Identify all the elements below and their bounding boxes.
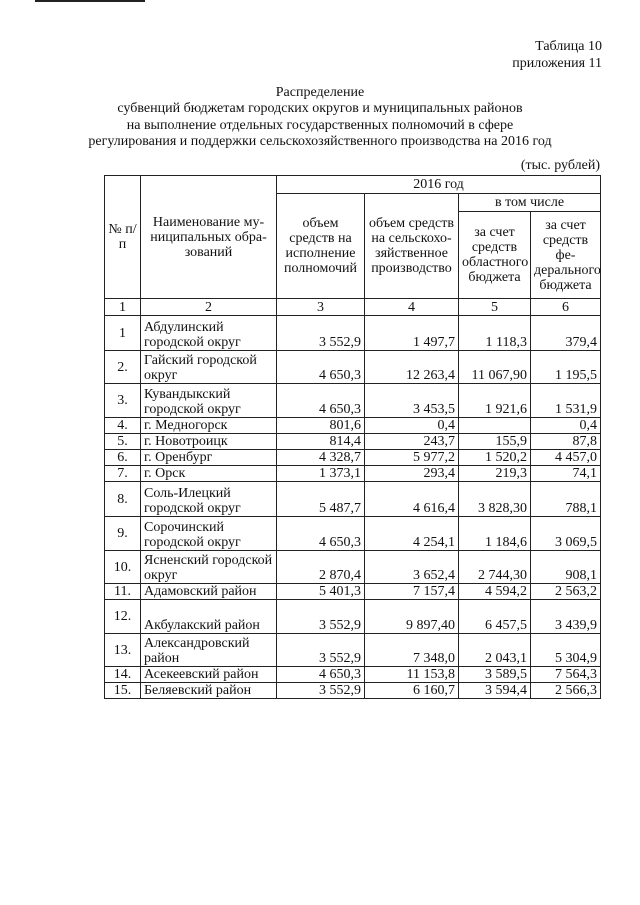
value-total: 4 650,3 bbox=[277, 384, 365, 418]
value-agri: 293,4 bbox=[365, 466, 459, 482]
table-row bbox=[105, 351, 601, 384]
table-row bbox=[105, 418, 601, 434]
subsidy-table bbox=[104, 175, 601, 699]
row-number: 6. bbox=[105, 450, 141, 466]
header-year: 2016 год bbox=[277, 176, 601, 194]
table-row bbox=[105, 466, 601, 482]
row-number: 1 bbox=[105, 316, 141, 351]
value-total: 4 650,3 bbox=[277, 517, 365, 551]
value-agri: 7 157,4 bbox=[365, 584, 459, 600]
header-col4: объем средств на сельскохо-зяйственное производство bbox=[365, 194, 459, 299]
column-number: 6 bbox=[531, 299, 601, 316]
value-total: 814,4 bbox=[277, 434, 365, 450]
value-total: 4 328,7 bbox=[277, 450, 365, 466]
row-number: 7. bbox=[105, 466, 141, 482]
table-row bbox=[105, 316, 601, 351]
top-rule bbox=[35, 0, 145, 2]
title-line-1: Распределение bbox=[275, 85, 365, 100]
value-federal: 2 563,2 bbox=[531, 584, 601, 600]
row-number: 4. bbox=[105, 418, 141, 434]
value-total: 5 487,7 bbox=[277, 482, 365, 517]
municipality-name: Соль-Илецкий городской округ bbox=[141, 482, 277, 517]
municipality-name: Беляевский район bbox=[141, 683, 277, 699]
municipality-name: г. Медногорск bbox=[141, 418, 277, 434]
row-number: 11. bbox=[105, 584, 141, 600]
value-regional: 1 118,3 bbox=[459, 316, 531, 351]
municipality-name: Абдулинский городской округ bbox=[141, 316, 277, 351]
row-number: 2. bbox=[105, 351, 141, 384]
value-federal: 2 566,3 bbox=[531, 683, 601, 699]
column-number: 3 bbox=[277, 299, 365, 316]
value-agri: 243,7 bbox=[365, 434, 459, 450]
row-number: 9. bbox=[105, 517, 141, 551]
units-label: (тыс. рублей) bbox=[520, 158, 600, 173]
row-number: 15. bbox=[105, 683, 141, 699]
table-row bbox=[105, 683, 601, 699]
header-col3: объем средств на исполнение полномочий bbox=[277, 194, 365, 299]
value-regional: 1 184,6 bbox=[459, 517, 531, 551]
municipality-name: Акбулакский район bbox=[141, 600, 277, 634]
value-federal: 4 457,0 bbox=[531, 450, 601, 466]
value-federal: 3 439,9 bbox=[531, 600, 601, 634]
table-row bbox=[105, 434, 601, 450]
value-regional: 155,9 bbox=[459, 434, 531, 450]
table-row bbox=[105, 584, 601, 600]
value-regional: 2 043,1 bbox=[459, 634, 531, 667]
table-row bbox=[105, 634, 601, 667]
municipality-name: Сорочинский городской округ bbox=[141, 517, 277, 551]
value-federal: 1 195,5 bbox=[531, 351, 601, 384]
title-line-3: на выполнение отдельных государственных полномочий в сфере bbox=[126, 117, 514, 133]
municipality-name: Асекеевский район bbox=[141, 667, 277, 683]
value-total: 3 552,9 bbox=[277, 683, 365, 699]
header-col6: за счет средств фе-дерального бюджета bbox=[531, 212, 601, 299]
table-row bbox=[105, 482, 601, 517]
value-federal: 3 069,5 bbox=[531, 517, 601, 551]
value-federal: 5 304,9 bbox=[531, 634, 601, 667]
column-number: 1 bbox=[105, 299, 141, 316]
value-total: 3 552,9 bbox=[277, 634, 365, 667]
value-federal: 788,1 bbox=[531, 482, 601, 517]
municipality-name: Адамовский район bbox=[141, 584, 277, 600]
table-row bbox=[105, 667, 601, 683]
municipality-name: Ясненский городской округ bbox=[141, 551, 277, 584]
value-regional: 219,3 bbox=[459, 466, 531, 482]
value-federal: 7 564,3 bbox=[531, 667, 601, 683]
value-regional: 4 594,2 bbox=[459, 584, 531, 600]
value-regional: 11 067,90 bbox=[459, 351, 531, 384]
value-federal: 379,4 bbox=[531, 316, 601, 351]
column-number: 2 bbox=[141, 299, 277, 316]
value-agri: 4 616,4 bbox=[365, 482, 459, 517]
value-agri: 3 652,4 bbox=[365, 551, 459, 584]
table-row bbox=[105, 450, 601, 466]
header-incl: в том числе bbox=[459, 194, 601, 212]
table-number: Таблица 10 bbox=[535, 39, 602, 54]
row-number: 12. bbox=[105, 600, 141, 634]
municipality-name: г. Новотроицк bbox=[141, 434, 277, 450]
row-number: 5. bbox=[105, 434, 141, 450]
title-line-4: регулирования и поддержки сельскохозяйственного производства на 2016 год bbox=[88, 133, 552, 149]
value-federal: 0,4 bbox=[531, 418, 601, 434]
value-agri: 6 160,7 bbox=[365, 683, 459, 699]
table-reference bbox=[512, 38, 602, 72]
value-total: 4 650,3 bbox=[277, 351, 365, 384]
municipality-name: г. Оренбург bbox=[141, 450, 277, 466]
value-total: 3 552,9 bbox=[277, 600, 365, 634]
value-total: 801,6 bbox=[277, 418, 365, 434]
value-agri: 4 254,1 bbox=[365, 517, 459, 551]
value-agri: 7 348,0 bbox=[365, 634, 459, 667]
row-number: 10. bbox=[105, 551, 141, 584]
municipality-name: Кувандыкский городской округ bbox=[141, 384, 277, 418]
value-regional bbox=[459, 418, 531, 434]
title-line-2: субвенций бюджетам городских округов и муниципальных районов bbox=[117, 101, 523, 117]
value-regional: 6 457,5 bbox=[459, 600, 531, 634]
document-title bbox=[0, 85, 640, 150]
value-agri: 1 497,7 bbox=[365, 316, 459, 351]
row-number: 3. bbox=[105, 384, 141, 418]
value-regional: 1 520,2 bbox=[459, 450, 531, 466]
table-row bbox=[105, 517, 601, 551]
column-numbers-row bbox=[105, 299, 601, 316]
value-federal: 74,1 bbox=[531, 466, 601, 482]
value-regional: 3 594,4 bbox=[459, 683, 531, 699]
value-agri: 9 897,40 bbox=[365, 600, 459, 634]
header-num: № п/п bbox=[105, 176, 141, 299]
value-federal: 1 531,9 bbox=[531, 384, 601, 418]
value-agri: 12 263,4 bbox=[365, 351, 459, 384]
value-regional: 2 744,30 bbox=[459, 551, 531, 584]
header-col5: за счет средств областного бюджета bbox=[459, 212, 531, 299]
value-total: 2 870,4 bbox=[277, 551, 365, 584]
row-number: 8. bbox=[105, 482, 141, 517]
value-agri: 0,4 bbox=[365, 418, 459, 434]
value-total: 4 650,3 bbox=[277, 667, 365, 683]
municipality-name: г. Орск bbox=[141, 466, 277, 482]
value-agri: 11 153,8 bbox=[365, 667, 459, 683]
row-number: 13. bbox=[105, 634, 141, 667]
table-row bbox=[105, 384, 601, 418]
value-regional: 3 828,30 bbox=[459, 482, 531, 517]
value-total: 1 373,1 bbox=[277, 466, 365, 482]
value-federal: 87,8 bbox=[531, 434, 601, 450]
value-total: 5 401,3 bbox=[277, 584, 365, 600]
value-total: 3 552,9 bbox=[277, 316, 365, 351]
appendix-number: приложения 11 bbox=[512, 56, 602, 71]
municipality-name: Гайский городской округ bbox=[141, 351, 277, 384]
table-row bbox=[105, 600, 601, 634]
column-number: 4 bbox=[365, 299, 459, 316]
value-agri: 5 977,2 bbox=[365, 450, 459, 466]
column-number: 5 bbox=[459, 299, 531, 316]
value-agri: 3 453,5 bbox=[365, 384, 459, 418]
table-row bbox=[105, 551, 601, 584]
value-federal: 908,1 bbox=[531, 551, 601, 584]
municipality-name: Александровский район bbox=[141, 634, 277, 667]
header-name: Наименование му-ниципальных обра-зований bbox=[141, 176, 277, 299]
value-regional: 1 921,6 bbox=[459, 384, 531, 418]
value-regional: 3 589,5 bbox=[459, 667, 531, 683]
row-number: 14. bbox=[105, 667, 141, 683]
